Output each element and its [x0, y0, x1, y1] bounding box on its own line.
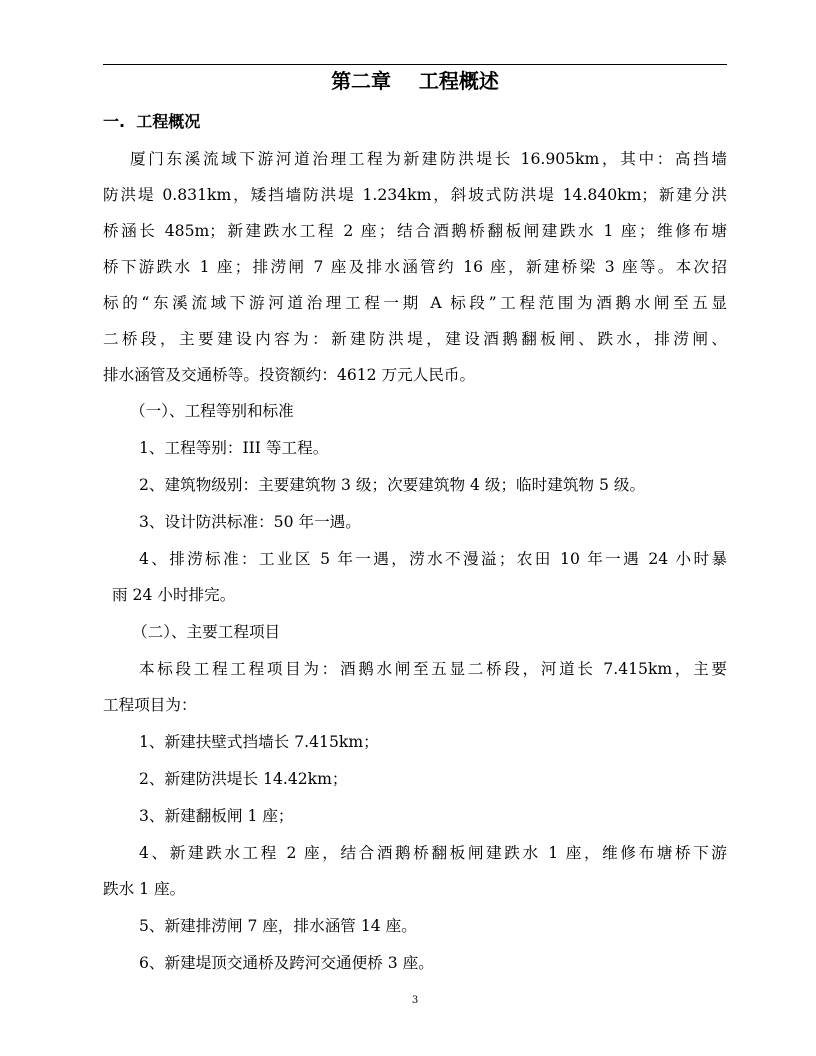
list-item: 1、新建扶壁式挡墙长 7.415km；: [139, 733, 379, 751]
list-item: 2、建筑物级别：主要建筑物 3 级；次要建筑物 4 级；临时建筑物 5 级。: [139, 476, 646, 494]
list-item: 3、设计防洪标准：50 年一遇。: [139, 513, 361, 531]
header-rule: [103, 64, 727, 65]
list-item-continuation: 雨 24 小时排完。: [112, 586, 236, 604]
paragraph-line: 防洪堤 0.831km，矮挡墙防洪堤 1.234km，斜坡式防洪堤 14.840km；新建分洪: [103, 186, 727, 204]
page-number: 3: [411, 995, 419, 1006]
list-item: 4、排涝标准：工业区 5 年一遇，涝水不漫溢；农田 10 年一遇 24 小时暴: [139, 550, 727, 568]
list-item-continuation: 跌水 1 座。: [103, 880, 186, 898]
paragraph-line: 本标段工程工程项目为：酒鹅水闸至五显二桥段，河道长 7.415km，主要: [139, 660, 727, 678]
paragraph-line: 桥下游跌水 1 座；排涝闸 7 座及排水涵管约 16 座，新建桥梁 3 座等。本次招: [103, 258, 727, 276]
paragraph-line: 工程项目为：: [103, 696, 197, 714]
chapter-title: 第二章 工程概述: [331, 69, 499, 93]
subsection-heading: （二）、主要工程项目: [132, 623, 281, 641]
list-item: 2、新建防洪堤长 14.42km；: [139, 770, 348, 788]
list-item: 6、新建堤顶交通桥及跨河交通便桥 3 座。: [139, 954, 434, 972]
list-item: 5、新建排涝闸 7 座，排水涵管 14 座。: [139, 917, 417, 935]
list-item: 4、新建跌水工程 2 座，结合酒鹅桥翻板闸建跌水 1 座，维修布塘桥下游: [139, 844, 727, 862]
paragraph-line: 二桥段，主要建设内容为：新建防洪堤，建设酒鹅翻板闸、跌水，排涝闸、: [103, 330, 727, 348]
paragraph-line: 桥涵长 485m；新建跌水工程 2 座；结合酒鹅桥翻板闸建跌水 1 座；维修布塘: [103, 222, 727, 240]
paragraph-line: 排水涵管及交通桥等。投资额约：4612 万元人民币。: [103, 366, 476, 384]
paragraph-line: 厦门东溪流域下游河道治理工程为新建防洪堤长 16.905km，其中：高挡墙: [130, 150, 727, 168]
list-item: 1、工程等别：III 等工程。: [139, 439, 329, 457]
list-item: 3、新建翻板闸 1 座；: [139, 807, 294, 825]
subsection-heading: （一）、工程等别和标准: [130, 402, 294, 420]
section-heading: 一. 工程概况: [103, 112, 201, 131]
paragraph-line: 标的“东溪流域下游河道治理工程一期 A 标段”工程范围为酒鹅水闸至五显: [103, 294, 727, 312]
